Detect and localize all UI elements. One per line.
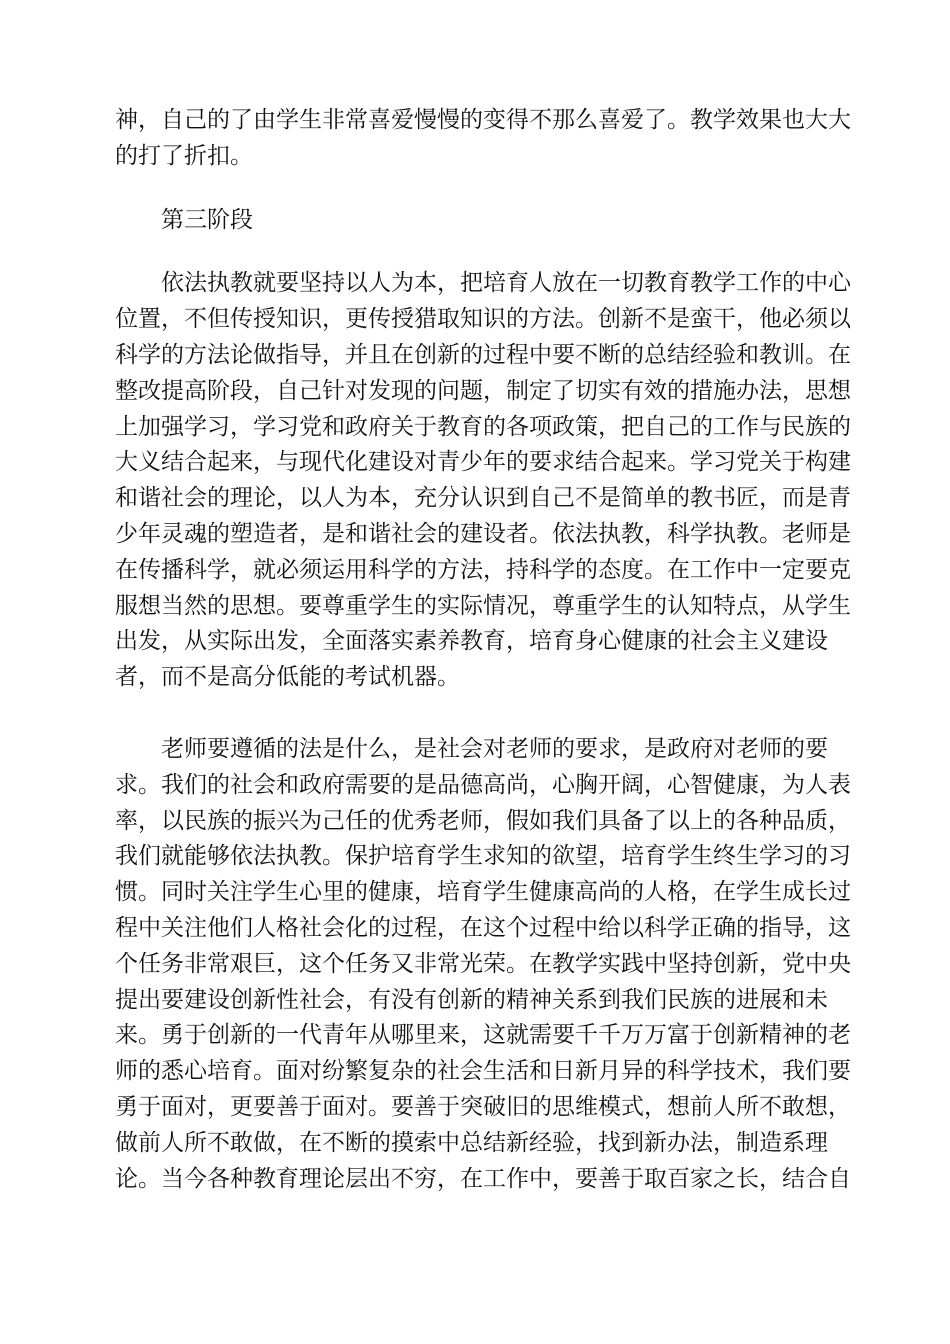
section-heading-text: 第三阶段 <box>161 206 253 233</box>
text-line: 上加强学习，学习党和政府关于教育的各项政策，把自己的工作与民族的 <box>115 413 851 440</box>
text-line: 程中关注他们人格社会化的过程，在这个过程中给以科学正确的指导，这 <box>115 914 851 941</box>
text-line: 求。我们的社会和政府需要的是品德高尚，心胸开阔，心智健康，为人表 <box>115 771 851 798</box>
text-line: 提出要建设创新性社会，有没有创新的精神关系到我们民族的进展和未 <box>115 986 828 1013</box>
text-line: 服想当然的思想。要尊重学生的实际情况，尊重学生的认知特点，从学生 <box>115 592 851 619</box>
text-line: 者，而不是高分低能的考试机器。 <box>115 664 460 691</box>
text-line: 老师要遵循的法是什么，是社会对老师的要求，是政府对老师的要 <box>161 735 828 762</box>
paragraph-continuation <box>115 103 851 175</box>
text-line: 神，自己的了由学生非常喜爱慢慢的变得不那么喜爱了。教学效果也大大 <box>115 107 851 133</box>
paragraph-teacher-requirements <box>115 732 851 1197</box>
text-line: 率，以民族的振兴为己任的优秀老师，假如我们具备了以上的各种品质， <box>115 807 851 834</box>
document-page <box>115 103 851 1197</box>
paragraph-law-based-teaching <box>115 266 851 696</box>
text-line: 惯。同时关注学生心里的健康，培育学生健康高尚的人格，在学生成长过 <box>115 879 851 906</box>
text-line: 整改提高阶段，自己针对发现的问题，制定了切实有效的措施办法，思想 <box>115 377 851 404</box>
text-line: 依法执教就要坚持以人为本，把培育人放在一切教育教学工作的中心 <box>161 270 851 297</box>
text-line: 来。勇于创新的一代青年从哪里来，这就需要千千万万富于创新精神的老 <box>115 1022 851 1049</box>
text-line: 的打了折扣。 <box>115 142 253 169</box>
text-line: 勇于面对，更要善于面对。要善于突破旧的思维模式，想前人所不敢想， <box>115 1093 851 1120</box>
text-line: 论。当今各种教育理论层出不穷，在工作中，要善于取百家之长，结合自 <box>115 1165 851 1192</box>
text-line: 科学的方法论做指导，并且在创新的过程中要不断的总结经验和教训。在 <box>115 341 851 368</box>
text-line: 出发，从实际出发，全面落实素养教育，培育身心健康的社会主义建设 <box>115 628 828 655</box>
text-line: 师的悉心培育。面对纷繁复杂的社会生活和日新月异的科学技术，我们要 <box>115 1058 851 1085</box>
text-line: 少年灵魂的塑造者，是和谐社会的建设者。依法执教，科学执教。老师是 <box>115 520 851 547</box>
text-line: 个任务非常艰巨，这个任务又非常光荣。在教学实践中坚持创新，党中央 <box>115 950 851 977</box>
section-heading <box>115 203 835 239</box>
text-line: 我们就能够依法执教。保护培育学生求知的欲望，培育学生终生学习的习 <box>115 843 851 870</box>
text-line: 大义结合起来，与现代化建设对青少年的要求结合起来。学习党关于构建 <box>115 449 851 476</box>
text-line: 做前人所不敢做，在不断的摸索中总结新经验，找到新办法，制造系理 <box>115 1129 828 1156</box>
text-line: 和谐社会的理论，以人为本，充分认识到自己不是简单的教书匠，而是青 <box>115 485 851 512</box>
text-line: 位置，不但传授知识，更传授猎取知识的方法。创新不是蛮干，他必须以 <box>115 306 851 333</box>
text-line: 在传播科学，就必须运用科学的方法，持科学的态度。在工作中一定要克 <box>115 556 851 583</box>
